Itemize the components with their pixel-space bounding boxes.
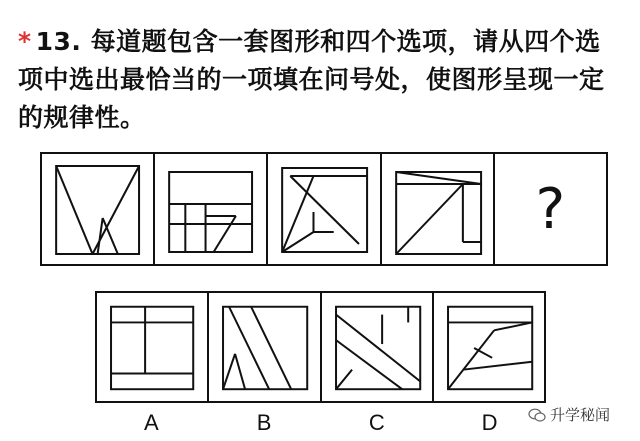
sequence-figure-3	[268, 154, 381, 264]
option-c-drawing	[322, 293, 432, 401]
question-body: 13. 每道题包含一套图形和四个选项，请从四个选项中选出最恰当的一项填在问号处，使图形呈现一定的规律性。	[18, 27, 605, 132]
figure-1-drawing	[42, 154, 153, 264]
option-label-c[interactable]: C	[368, 410, 385, 435]
option-label-a[interactable]: A	[144, 410, 159, 435]
option-b-drawing	[209, 293, 319, 401]
option-a-drawing	[97, 293, 207, 401]
option-label-d[interactable]: D	[481, 410, 498, 435]
wechat-icon	[528, 408, 546, 422]
sequence-figure-4	[382, 154, 495, 264]
sequence-figure-1	[42, 154, 155, 264]
required-star: *	[18, 27, 32, 56]
option-d-figure[interactable]	[434, 293, 544, 401]
sequence-figure-2	[155, 154, 268, 264]
question-mark: ?	[535, 176, 566, 242]
option-label-b[interactable]: B	[256, 410, 272, 435]
unknown-figure	[495, 154, 606, 264]
figure-sequence	[40, 152, 608, 266]
option-b-figure[interactable]	[209, 293, 321, 401]
option-a-figure[interactable]	[97, 293, 209, 401]
watermark-text: 升学秘闻	[550, 406, 611, 424]
option-c-figure[interactable]	[322, 293, 434, 401]
option-labels	[95, 410, 546, 436]
option-d-drawing	[434, 293, 544, 401]
answer-options	[95, 291, 546, 403]
figure-2-drawing	[155, 154, 266, 264]
figure-4-drawing	[382, 154, 493, 264]
watermark	[528, 404, 610, 425]
figure-3-drawing	[268, 154, 379, 264]
question-text	[18, 23, 618, 137]
